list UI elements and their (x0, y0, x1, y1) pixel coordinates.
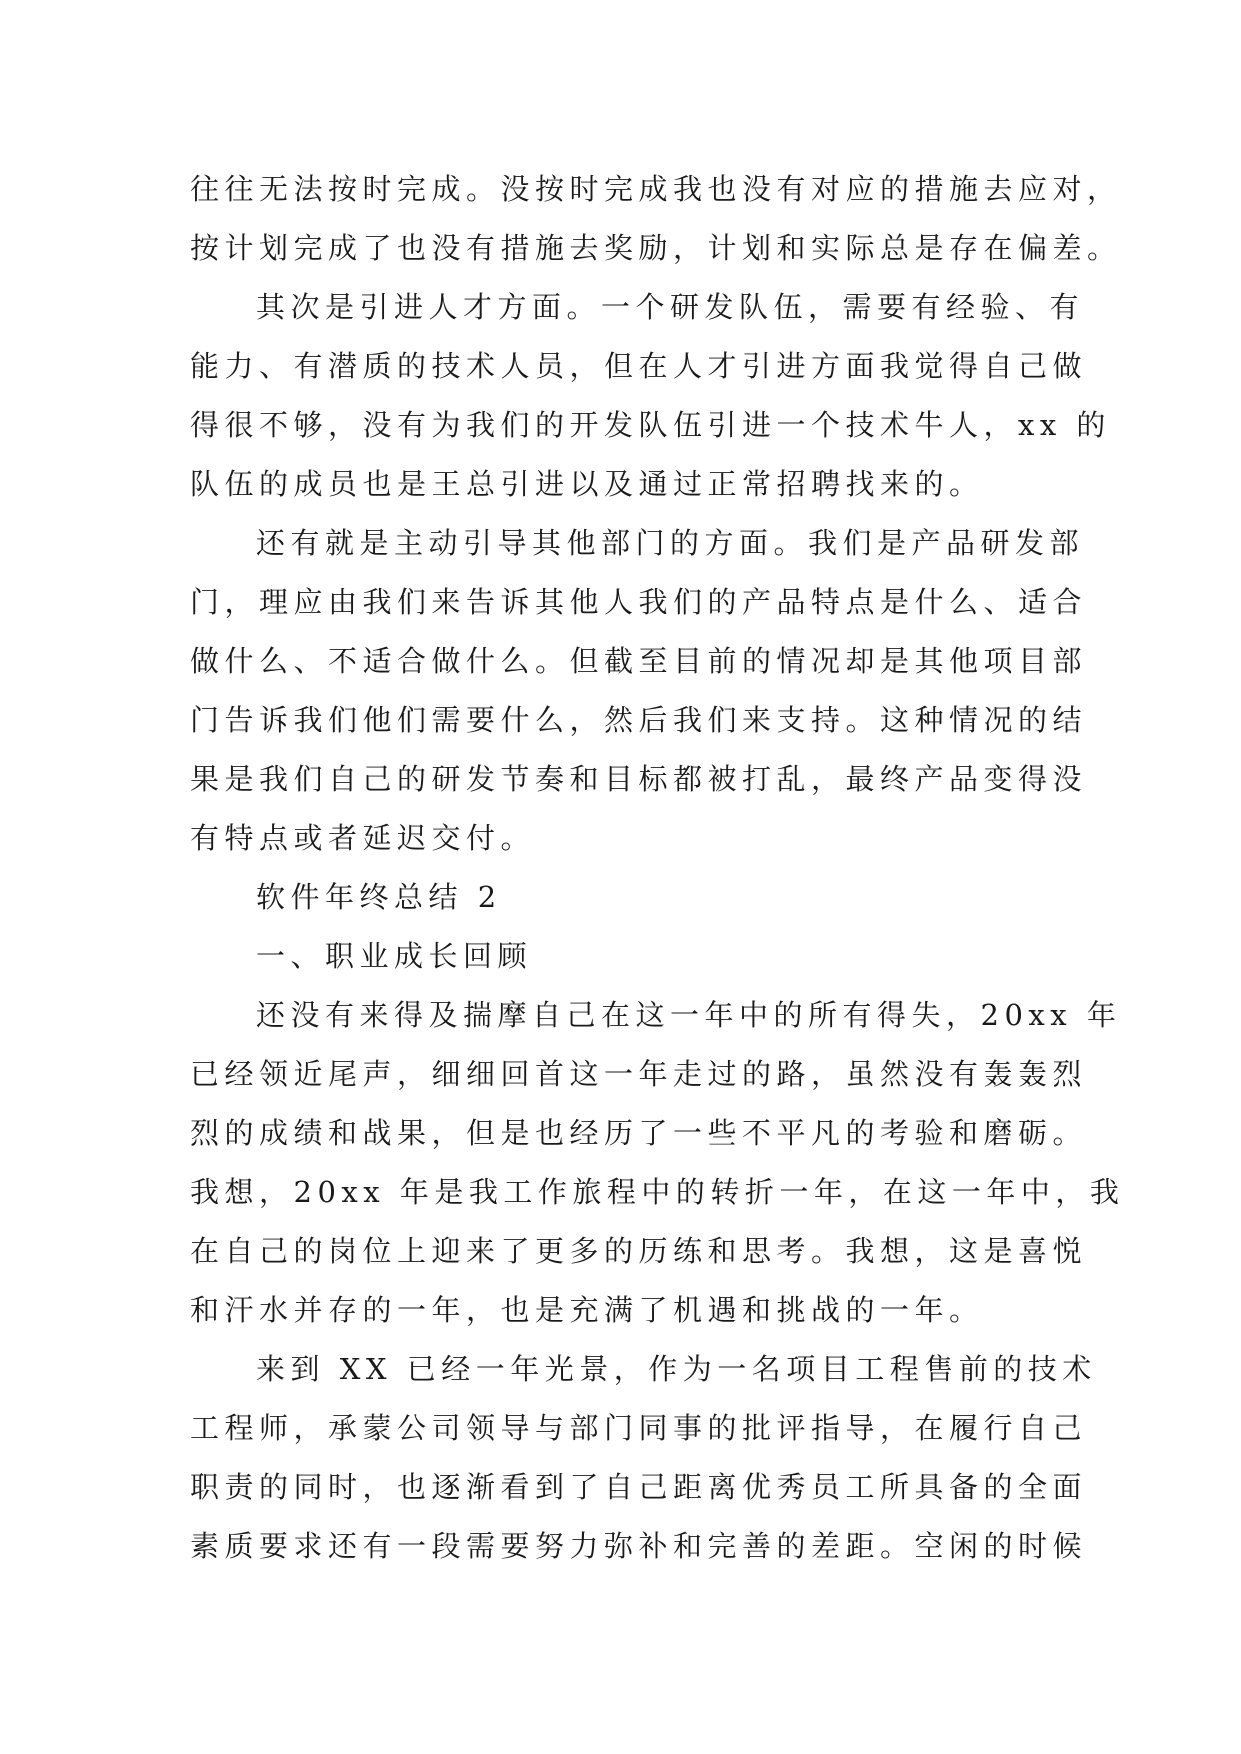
document-body (190, 160, 1125, 1576)
text-line: 我想，20xx 年是我工作旅程中的转折一年，在这一年中，我 (190, 1175, 1125, 1209)
text-line: 烈的成绩和战果，但是也经历了一些不平凡的考验和磨砺。 (190, 1116, 1088, 1150)
paragraph-start-line: 还没有来得及揣摩自己在这一年中的所有得失，20xx 年 (256, 998, 1122, 1032)
paragraph-start-line: 来到 XX 已经一年光景，作为一名项目工程售前的技术 (256, 1352, 1097, 1386)
text-line: 做什么、不适合做什么。但截至目前的情况却是其他项目部 (190, 644, 1088, 678)
text-line: 职责的同时，也逐渐看到了自己距离优秀员工所具备的全面 (190, 1470, 1088, 1504)
text-line: 能力、有潜质的技术人员，但在人才引进方面我觉得自己做 (190, 349, 1088, 383)
text-line: 队伍的成员也是王总引进以及通过正常招聘找来的。 (190, 467, 984, 501)
text-line: 门告诉我们他们需要什么，然后我们来支持。这种情况的结 (190, 703, 1088, 737)
text-line: 得很不够，没有为我们的开发队伍引进一个技术牛人，xx 的 (190, 408, 1111, 442)
text-line: 在自己的岗位上迎来了更多的历练和思考。我想，这是喜悦 (190, 1234, 1088, 1268)
paragraph-start-line: 还有就是主动引导其他部门的方面。我们是产品研发部 (256, 526, 1085, 560)
text-line: 按计划完成了也没有措施去奖励，计划和实际总是存在偏差。 (190, 231, 1122, 265)
section-title: 软件年终总结 2 (256, 880, 502, 914)
text-line: 素质要求还有一段需要努力弥补和完善的差距。空闲的时候 (190, 1529, 1088, 1563)
text-line: 果是我们自己的研发节奏和目标都被打乱，最终产品变得没 (190, 762, 1088, 796)
text-line: 工程师，承蒙公司领导与部门同事的批评指导，在履行自己 (190, 1411, 1088, 1445)
paragraph-start-line: 其次是引进人才方面。一个研发队伍，需要有经验、有 (256, 290, 1085, 324)
text-line: 门，理应由我们来告诉其他人我们的产品特点是什么、适合 (190, 585, 1088, 619)
text-line: 有特点或者延迟交付。 (190, 821, 536, 855)
section-heading: 一、职业成长回顾 (256, 939, 533, 973)
text-line: 已经领近尾声，细细回首这一年走过的路，虽然没有轰轰烈 (190, 1057, 1088, 1091)
text-line: 和汗水并存的一年，也是充满了机遇和挑战的一年。 (190, 1293, 984, 1327)
text-line: 往往无法按时完成。没按时完成我也没有对应的措施去应对， (190, 172, 1122, 206)
